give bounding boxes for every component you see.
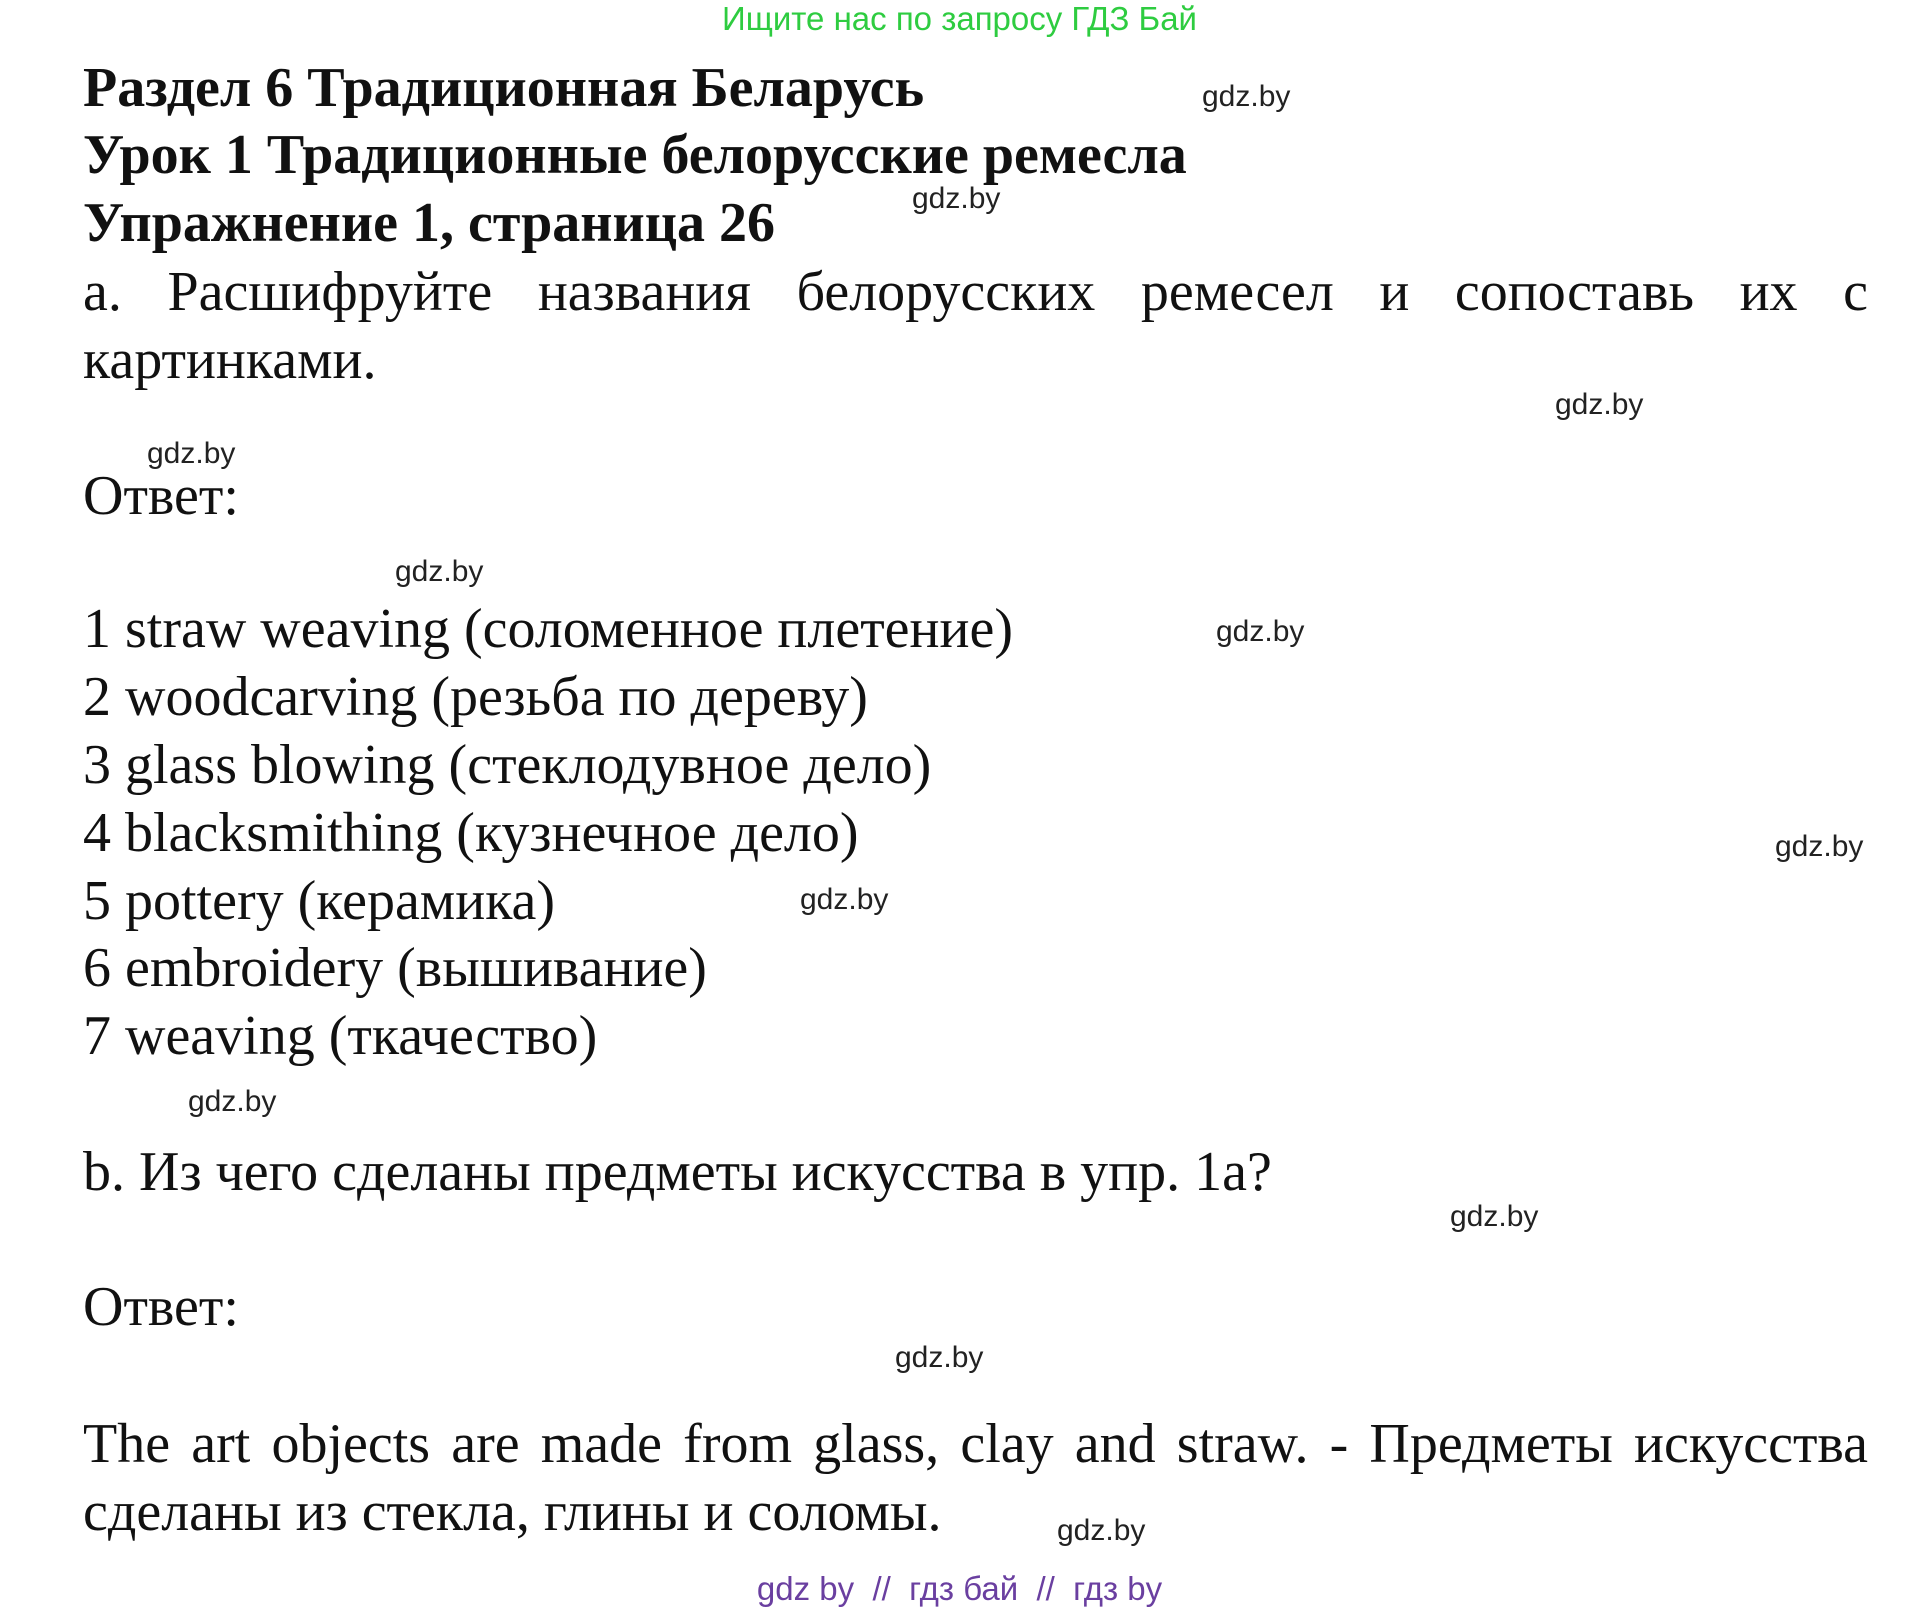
- answer-b-text: The art objects are made from glass, clay and straw. - Предметы искусства сделаны из стекла, глины и соломы.: [83, 1413, 1868, 1543]
- answer-item-2: 2 woodcarving (резьба по дереву): [83, 666, 868, 728]
- watermark: gdz.by: [912, 182, 1001, 215]
- watermark: gdz.by: [800, 883, 889, 916]
- exercise-title: Упражнение 1, страница 26: [83, 192, 776, 254]
- watermark: gdz.by: [1775, 830, 1864, 863]
- section-title: Раздел 6 Традиционная Беларусь: [83, 57, 925, 119]
- answer-item-4: 4 blacksmithing (кузнечное дело): [83, 802, 859, 864]
- task-a-text: a. Расшифруйте названия белорусских ремесел и сопоставь их с картинками.: [83, 261, 1868, 391]
- lesson-title: Урок 1 Традиционные белорусские ремесла: [83, 124, 1187, 186]
- watermark: gdz.by: [147, 437, 236, 470]
- task-b-text: b. Из чего сделаны предметы искусства в упр. 1a?: [83, 1141, 1272, 1203]
- answer-item-1: 1 straw weaving (соломенное плетение): [83, 598, 1013, 660]
- search-banner: Ищите нас по запросу ГДЗ Бай: [722, 0, 1197, 37]
- answer-item-6: 6 embroidery (вышивание): [83, 937, 707, 999]
- answer-item-5: 5 pottery (керамика): [83, 870, 556, 932]
- watermark: gdz.by: [1216, 615, 1305, 648]
- answer-label-a: Ответ:: [83, 465, 239, 527]
- watermark: gdz.by: [1057, 1514, 1146, 1547]
- watermark: gdz.by: [1450, 1200, 1539, 1233]
- watermark: gdz.by: [395, 555, 484, 588]
- watermark: gdz.by: [1202, 80, 1291, 113]
- answer-item-3: 3 glass blowing (стеклодувное дело): [83, 734, 932, 796]
- watermark: gdz.by: [188, 1085, 277, 1118]
- watermark: gdz.by: [895, 1341, 984, 1374]
- watermark: gdz.by: [1555, 388, 1644, 421]
- footer-links: gdz by // гдз бай // гдз by: [756, 1570, 1163, 1607]
- answer-label-b: Ответ:: [83, 1276, 239, 1338]
- answer-item-7: 7 weaving (ткачество): [83, 1005, 598, 1067]
